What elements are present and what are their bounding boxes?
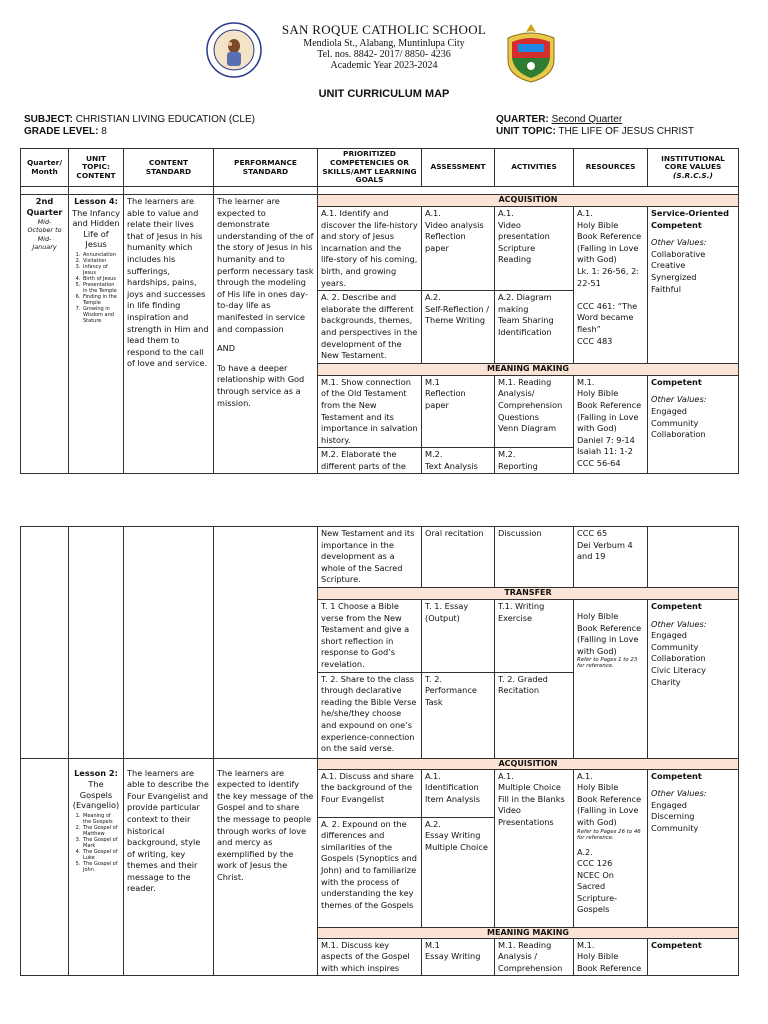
l2-a2-assessment: A.2. Essay Writing Multiple Choice (422, 817, 495, 927)
academic-year: Academic Year 2023-2024 (330, 60, 438, 71)
l2-m1-core-values: Competent (648, 938, 739, 976)
t1-competency: T. 1 Choose a Bible verse from the New Testament and give a short reflection in response to God’s revelation. (318, 599, 422, 672)
l4-m2-assessment: M.2. Text Analysis (422, 448, 495, 474)
l2-a-activities: A.1. Multiple Choice Fill in the Blanks Video Presentations (495, 769, 574, 927)
curriculum-map-table-1 (20, 148, 739, 474)
t-resources: Holy Bible Book Reference (Falling in Love with God) Refer to Pages 1 to 23 for reference. (574, 599, 648, 758)
lesson2-topic-cell: Lesson 2: The Gospels (Evangelio) 1. Meaning of the Gospels 2. The Gospel of Matthew 3. The Gospel of Mark 4. The Gospel of Luke 5. The Gospel of John (69, 758, 124, 976)
band-acquisition-2: ACQUISITION (318, 758, 739, 769)
l2-a-resources: A.1. Holy Bible Book Reference (Falling in Love with God) Refer to Pages 26 to 46 for reference. A.2. CCC 126 NCEC On Sacred Scripture- Gospels (574, 769, 648, 927)
l2-m1-resources: M.1. Holy Bible Book Reference (574, 938, 648, 976)
l4-m1-competency: M.1. Show connection of the Old Testament from the New Testament and its importance in salvation history. (318, 375, 422, 448)
col-quarter: Quarter/ Month (21, 149, 69, 187)
lesson2-performance-standard: The learners are expected to identify the key message of the Gospel and to share the message to people through works of love and mercy as exemplified by the work of Jesus the Christ. (214, 758, 318, 976)
col-competencies: PRIORITIZED COMPETENCIES OR SKILLS/AMT LEARNING GOALS (318, 149, 422, 187)
school-name: SAN ROQUE CATHOLIC SCHOOL (281, 22, 487, 37)
unit-topic-line: UNIT TOPIC: THE LIFE OF JESUS CHRIST (496, 126, 695, 137)
cont-m2-activities: Discussion (495, 527, 574, 588)
t1-activities: T.1. Writing Exercise (495, 599, 574, 672)
band-meaning-making-2: MEANING MAKING (318, 927, 739, 938)
col-content-standard: CONTENT STANDARD (124, 149, 214, 187)
col-resources: RESOURCES (574, 149, 648, 187)
lesson4-subtopics: 1. Annunciation 2. Visitation 3. Infancy of Jesus 4. Birth of Jesus 5. Presentation in the Temple 6. Finding in the Temple 7. Growing in Wisdom and Stature (82, 252, 120, 324)
l4-m1-activities: M.1. Reading Analysis/ Comprehension Questions Venn Diagram (495, 375, 574, 448)
l2-a1-assessment: A.1. Identification Item Analysis (422, 769, 495, 817)
l2-m1-competency: M.1. Discuss key aspects of the Gospel with which inspires (318, 938, 422, 976)
document-title: UNIT CURRICULUM MAP (318, 88, 450, 100)
l2-a2-competency: A. 2. Expound on the differences and similarities of the Gospels (Synoptics and John) and to familiarize with the process of understanding the key themes of the Gospels (318, 817, 422, 927)
lesson4-performance-standard: The learner are expected to demonstrate understanding of the of the story of Jesus in his humanity and to perform necessary task through the modeling of His life in ones day-to-day life as manifested in service and compassion AND To have a deeper relationship with God through service as a mission. (214, 195, 318, 474)
t-core-values: Competent Other Values: Engaged Community Collaboration Civic Literacy Charity (648, 599, 739, 758)
band-transfer: TRANSFER (318, 587, 739, 599)
col-assessment: ASSESSMENT (422, 149, 495, 187)
quarter-line: QUARTER: Second Quarter (496, 114, 623, 125)
l4-m-core-values: Competent Other Values: Engaged Community Collaboration (648, 375, 739, 474)
l4-a2-competency: A. 2. Describe and elaborate the different backgrounds, themes, and perspectives in the development of the New Testament. (318, 291, 422, 364)
col-core-values: INSTITUTIONAL CORE VALUES (S.R.C.S.) (648, 149, 739, 187)
col-unit-topic: UNIT TOPIC: CONTENT (69, 149, 124, 187)
cont-m2-competency: New Testament and its importance in the development as a whole of the Sacred Scripture. (318, 527, 422, 588)
l2-m1-activities: M.1. Reading Analysis / Comprehension (495, 938, 574, 976)
cont-m2-assessment: Oral recitation (422, 527, 495, 588)
lesson4-topic-cell: Lesson 4: The Infancy and Hidden Life of Jesus 1. Annunciation 2. Visitation 3. Infancy of Jesus 4. Birth of Jesus 5. Presentation in the Temple 6. Finding in the Temple 7. Growing in Wisdom and Stature (69, 195, 124, 474)
l4-a2-assessment: A.2. Self-Reflection / Theme Writing (422, 291, 495, 364)
school-telephone: Tel. nos. 8842- 2017/ 8850- 4236 (317, 49, 451, 60)
subject-line: SUBJECT: CHRISTIAN LIVING EDUCATION (CLE) (24, 114, 255, 125)
lesson2-content-standard: The learners are able to describe the Four Evangelist and provide particular context to their historical background, style of writing, key themes and their message to the reader. (124, 758, 214, 976)
lesson4-content-standard: The learners are able to value and relate their lives that of Jesus in his humanity which includes his sufferings, hardships, pains, joys and successes in life finding inspiration and strength in Him and lead them to respond to the call of love and service. (124, 195, 214, 474)
l2-m1-assessment: M.1 Essay Writing (422, 938, 495, 976)
header-row (21, 149, 739, 187)
t2-activities: T. 2. Graded Recitation (495, 672, 574, 758)
col-performance-standard: PERFORMANCE STANDARD (214, 149, 318, 187)
quarter-cell: 2nd Quarter Mid- October to Mid- January (21, 195, 69, 474)
l4-a2-activities: A.2. Diagram making Team Sharing Identification (495, 291, 574, 364)
cont-m2-resources: CCC 65 Dei Verbum 4 and 19 (574, 527, 648, 588)
band-acquisition: ACQUISITION (318, 195, 739, 207)
l4-m1-assessment: M.1 Reflection paper (422, 375, 495, 448)
l4-a1-activities: A.1. Video presentation Scripture Reading (495, 207, 574, 291)
curriculum-map-table-2 (20, 526, 739, 976)
t2-assessment: T. 2. Performance Task (422, 672, 495, 758)
grade-line: GRADE LEVEL: 8 (24, 126, 107, 137)
l4-a-core-values: Service-Oriented Competent Other Values: Collaborative Creative Synergized Faithful (648, 207, 739, 364)
t1-assessment: T. 1. Essay (Output) (422, 599, 495, 672)
col-activities: ACTIVITIES (495, 149, 574, 187)
l4-a-resources: A.1. Holy Bible Book Reference (Falling in Love with God) Lk. 1: 26-56, 2: 22-51 CCC 461: “The Word became flesh” CCC 483 (574, 207, 648, 364)
band-meaning-making: MEANING MAKING (318, 363, 739, 375)
l4-a1-assessment: A.1. Video analysis Reflection paper (422, 207, 495, 291)
l4-m2-activities: M.2. Reporting (495, 448, 574, 474)
t2-competency: T. 2. Share to the class through declarative reading the Bible Verse he/she/they choose and expound on one’s experience-connection on the said verse. (318, 672, 422, 758)
l2-a1-competency: A.1. Discuss and share the background of the Four Evangelist (318, 769, 422, 817)
l2-a-core-values: Competent Other Values: Engaged Discerning Community (648, 769, 739, 927)
school-address: Mendiola St., Alabang, Muntinlupa City (303, 38, 465, 49)
l4-m2-competency: M.2. Elaborate the different parts of the (318, 448, 422, 474)
l4-m-resources: M.1. Holy Bible Book Reference (Falling in Love with God) Daniel 7: 9-14 Isaiah 11: 1-2 CCC 56-64 (574, 375, 648, 474)
l4-a1-competency: A.1. Identify and discover the life-history and story of Jesus incarnation and the life-story of his coming, birth, and growing years. (318, 207, 422, 291)
lesson2-subtopics: 1. Meaning of the Gospels 2. The Gospel of Matthew 3. The Gospel of Mark 4. The Gospel of Luke 5. The Gospel of John (82, 813, 120, 873)
